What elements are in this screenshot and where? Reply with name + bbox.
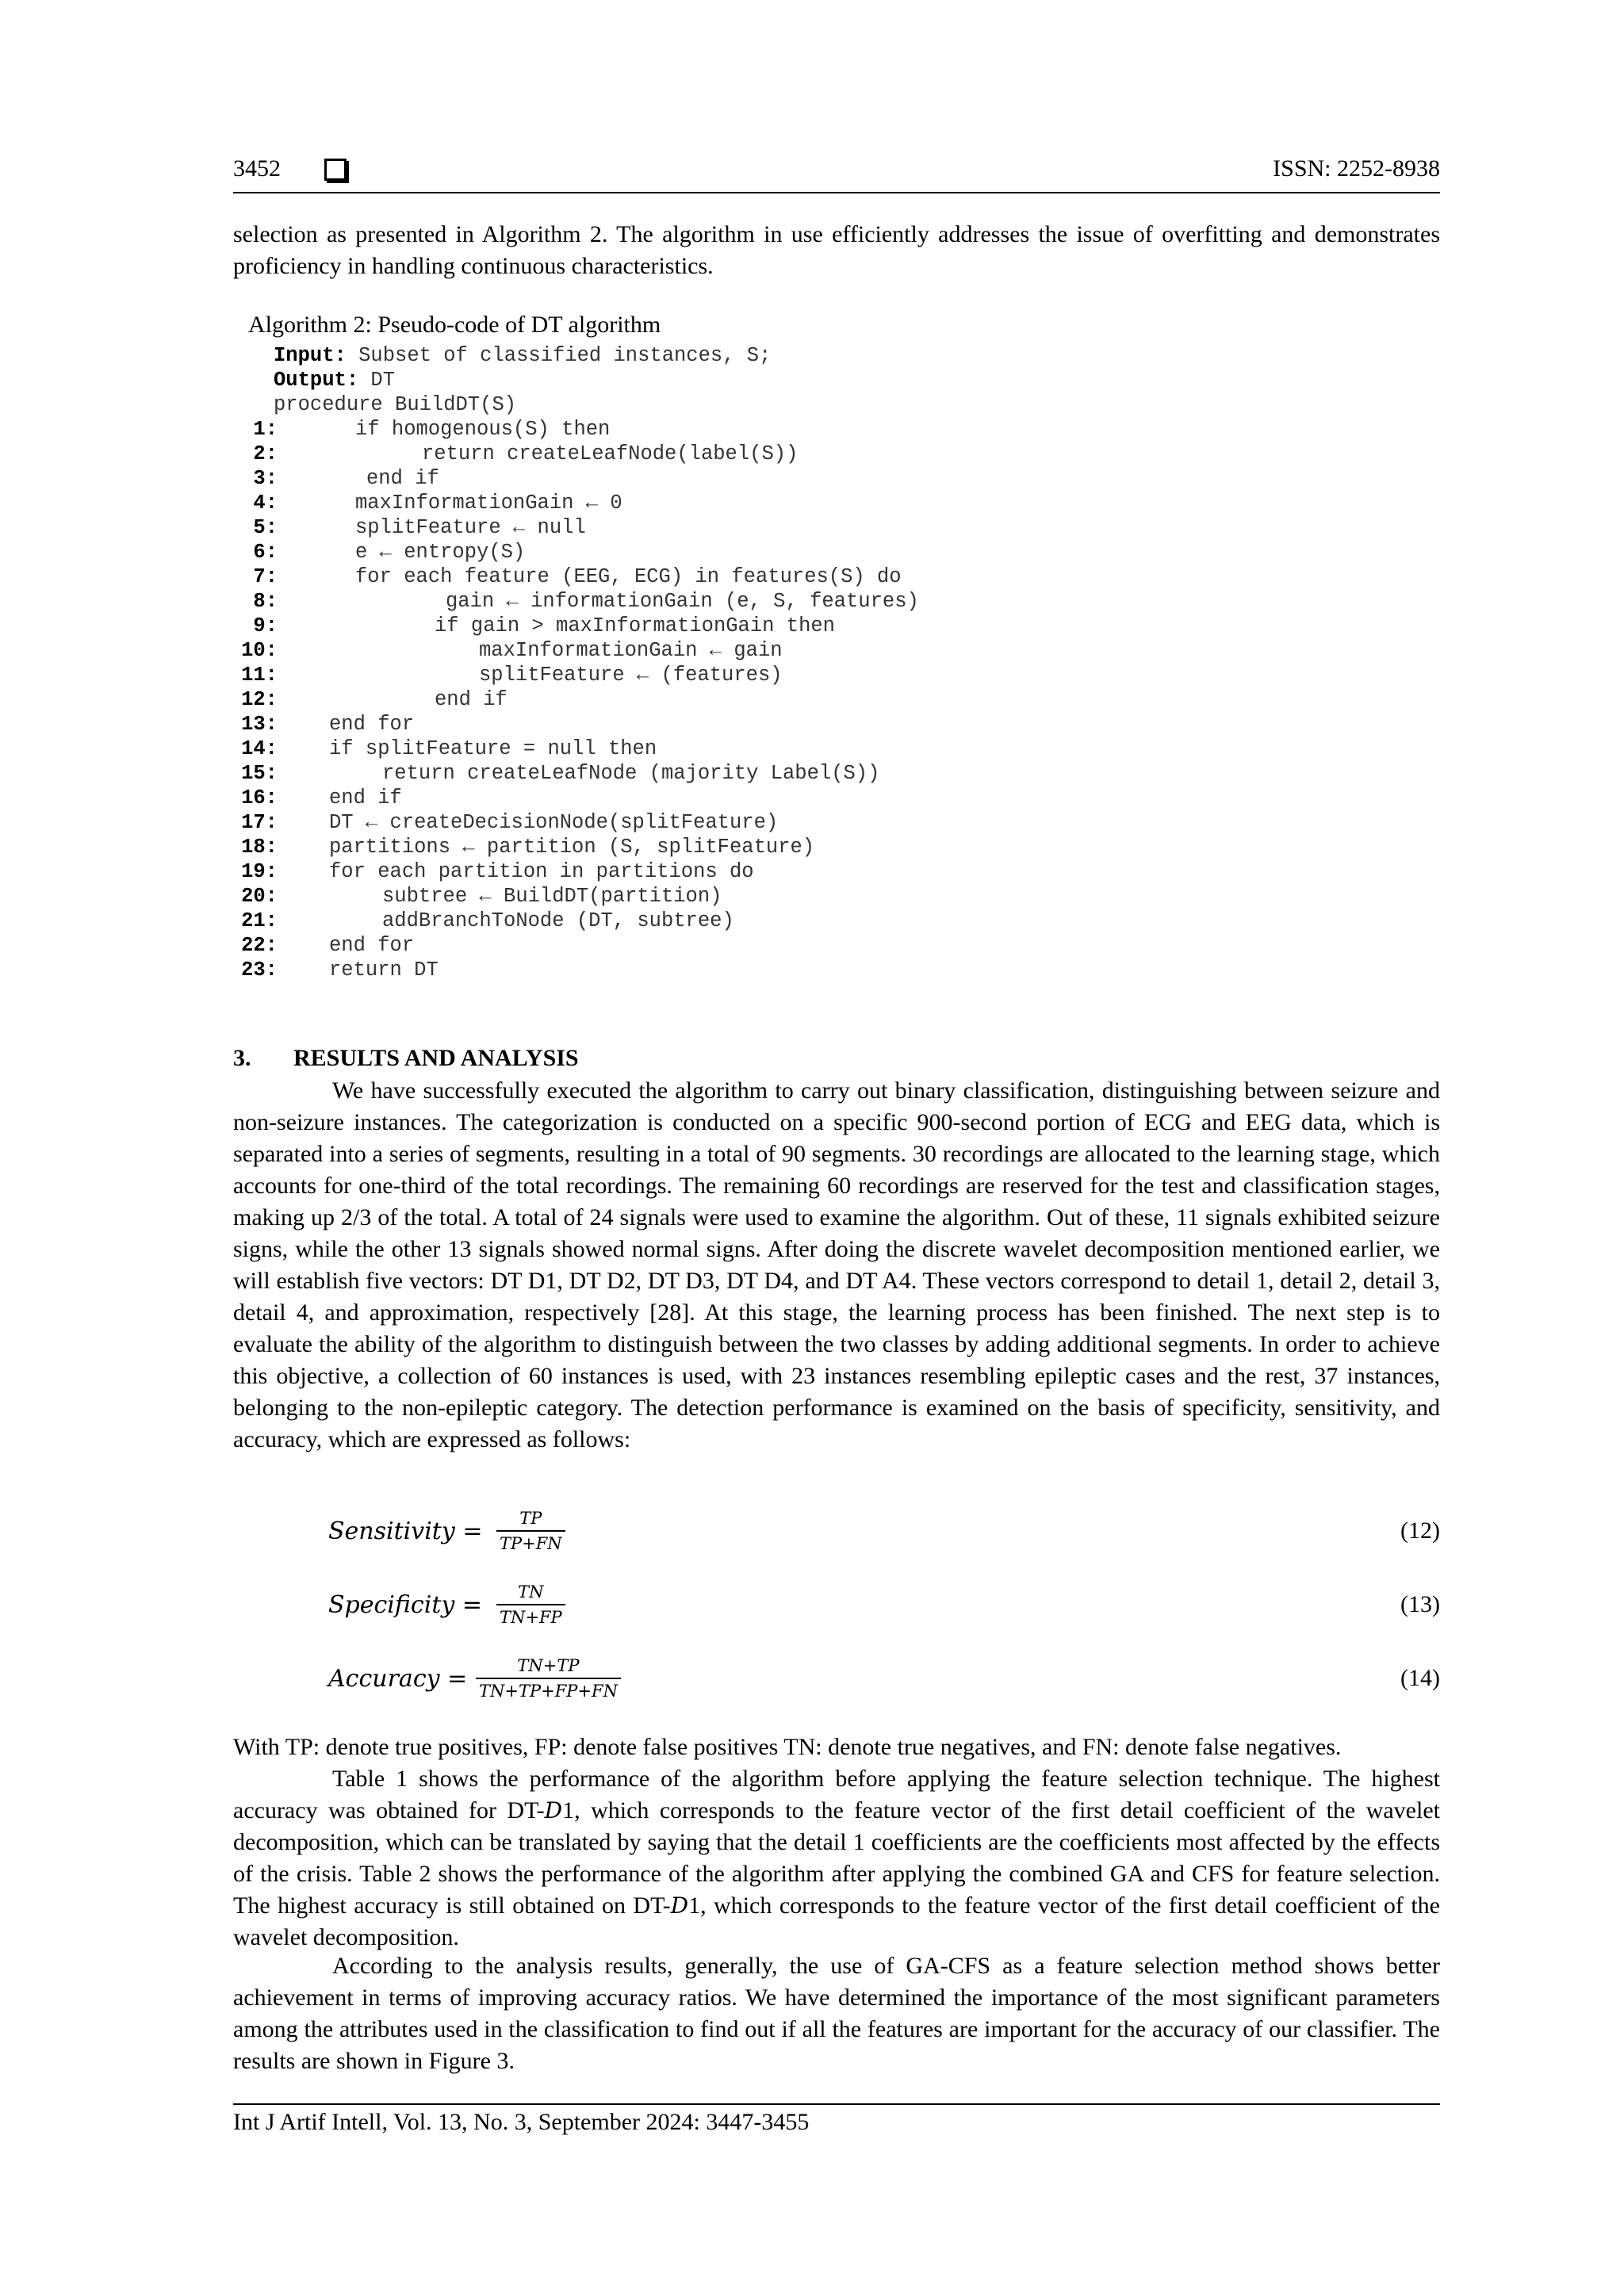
paragraph-text: Table 1 shows the performance of the algorithm before applying the feature selection technique. The highest accuracy was obtained for DT-: [233, 1766, 1440, 1823]
algorithm-line: DT ← createDecisionNode(splitFeature): [329, 811, 779, 834]
fraction-denominator: TN+FP: [496, 1604, 565, 1629]
algorithm-line-number: 5:: [253, 516, 278, 539]
equation-lhs: Sensitivity =: [328, 1517, 483, 1545]
algorithm-line: gain ← informationGain (e, S, features): [446, 590, 919, 613]
algorithm-line: end if: [329, 786, 402, 809]
algorithm-line-number: 18:: [241, 836, 278, 859]
algorithm-line: if gain > maxInformationGain then: [435, 614, 835, 637]
fraction-numerator: TN: [518, 1582, 544, 1601]
input-label: Input:: [274, 344, 347, 367]
algorithm-line: subtree ← BuildDT(partition): [382, 885, 722, 908]
algorithm-line-number: 9:: [253, 614, 278, 637]
page-number: 3452: [233, 155, 281, 182]
algorithm-line: end for: [329, 934, 415, 957]
algorithm-line-number: 16:: [241, 786, 278, 809]
analysis-paragraph: According to the analysis results, generally, the use of GA-CFS as a feature selection method shows better achievement in terms of improving accuracy ratios. We have determined the importance of the most significant parameters among the attributes used in the classification to find out if all the features are important for the accuracy of our classifier. The results are shown in Figure 3.: [233, 1953, 1440, 2074]
algorithm-line: return DT: [329, 959, 439, 982]
section-title: RESULTS AND ANALYSIS: [293, 1045, 579, 1071]
intro-paragraph: selection as presented in Algorithm 2. The algorithm in use efficiently addresses the issue of overfitting and demonstrates proficiency in handling continuous characteristics.: [233, 221, 1440, 279]
equation-number: (14): [1400, 1665, 1440, 1691]
definitions-paragraph: With TP: denote true positives, FP: denote false positives TN: denote true negatives, and FN: denote false negatives.: [233, 1734, 1342, 1760]
algorithm-line-number: 22:: [241, 934, 278, 957]
output-text: DT: [358, 369, 396, 392]
algorithm-line-number: 2:: [253, 442, 278, 465]
algorithm-line: for each feature (EEG, ECG) in features(S) do: [355, 565, 902, 588]
algorithm-line: end for: [329, 713, 415, 736]
equation-lhs: Accuracy =: [328, 1665, 468, 1693]
algorithm-procedure: procedure BuildDT(S): [274, 393, 517, 416]
algorithm-line-number: 1:: [253, 418, 278, 441]
table-discussion-paragraph: [233, 1763, 1440, 1954]
algorithm-line: maxInformationGain ← 0: [355, 492, 622, 515]
fraction-numerator: TN+TP: [517, 1656, 580, 1675]
algorithm-line-number: 12:: [241, 688, 278, 711]
box-icon: [324, 159, 347, 181]
equation-fraction: [496, 1506, 565, 1556]
algorithm-line: for each partition in partitions do: [329, 860, 754, 883]
equation-specificity: [328, 1580, 645, 1636]
page-header: [233, 155, 1440, 187]
page-footer: Int J Artif Intell, Vol. 13, No. 3, September 2024: 3447-3455: [233, 2109, 810, 2135]
algorithm-line: end if: [366, 467, 439, 490]
algorithm-line: e ← entropy(S): [355, 541, 526, 564]
algorithm-line: splitFeature ← null: [355, 516, 586, 539]
equation-sensitivity: [328, 1506, 645, 1562]
algorithm-input: [274, 343, 771, 368]
equation-fraction: [476, 1654, 621, 1703]
paragraph-text: 1, which corresponds to the feature vector of the first detail coefficient of the wavelet decomposition.: [233, 1892, 1440, 1950]
input-text: Subset of classified instances, S;: [346, 344, 772, 367]
fraction-denominator: TP+FN: [496, 1530, 565, 1556]
results-paragraph: We have successfully executed the algorithm to carry out binary classification, distinguishing between seizure and non-seizure instances. The categorization is conducted on a specific 900-second portion of ECG and EEG data, which is separated into a series of segments, resulting in a total of 90 segments. 30 recordings are allocated to the learning stage, which accounts for one-third of the total recordings. The remaining 60 recordings are reserved for the test and classification stages, making up 2/3 of the total. A total of 24 signals were used to examine the algorithm. Out of these, 11 signals exhibited seizure signs, while the other 13 signals showed normal signs. After doing the discrete wavelet decomposition mentioned earlier, we will establish five vectors: DT D1, DT D2, DT D3, DT D4, and DT A4. These vectors correspond to detail 1, detail 2, detail 3, detail 4, and approximation, respectively [28]. At this stage, the learning process has been finished. The next step is to evaluate the ability of the algorithm to distinguish between the two classes by adding additional segments. In order to achieve this objective, a collection of 60 instances is used, with 23 instances resembling epileptic cases and the rest, 37 instances, belonging to the non-epileptic category. The detection performance is examined on the basis of specificity, sensitivity, and accuracy, which are expressed as follows:: [233, 1077, 1440, 1452]
equation-number: (12): [1400, 1517, 1440, 1544]
algorithm-line: maxInformationGain ← gain: [479, 639, 783, 662]
algorithm-line: if homogenous(S) then: [355, 418, 611, 441]
algorithm-line-number: 7:: [253, 565, 278, 588]
algorithm-line: addBranchToNode (DT, subtree): [382, 909, 734, 932]
algorithm-line-number: 4:: [253, 492, 278, 515]
fraction-denominator: TN+TP+FP+FN: [476, 1678, 621, 1703]
algorithm-line: return createLeafNode (majority Label(S)): [382, 762, 880, 785]
footer-rule: [233, 2103, 1440, 2105]
algorithm-line-number: 10:: [241, 639, 278, 662]
algorithm-title: Algorithm 2: Pseudo-code of DT algorithm: [248, 312, 661, 338]
algorithm-line-number: 19:: [241, 860, 278, 883]
algorithm-line-number: 17:: [241, 811, 278, 834]
algorithm-line-number: 13:: [241, 713, 278, 736]
equation-number: (13): [1400, 1591, 1440, 1617]
algorithm-line-number: 15:: [241, 762, 278, 785]
header-rule: [233, 192, 1440, 193]
algorithm-output: [274, 368, 395, 392]
algorithm-line: partitions ← partition (S, splitFeature): [329, 836, 815, 859]
algorithm-line: if splitFeature = null then: [329, 737, 657, 760]
issn-label: ISSN: 2252-8938: [1273, 155, 1440, 182]
algorithm-line: end if: [435, 688, 508, 711]
equation-lhs: Specificity =: [328, 1591, 482, 1619]
algorithm-line: splitFeature ← (features): [479, 664, 783, 687]
algorithm-line-number: 20:: [241, 885, 278, 908]
paragraph-text: 1, which corresponds to the feature vector of the first detail coefficient of the wavelet decomposition, which can be translated by saying that the detail 1 coefficients are the coefficients most affected by the effects of the crisis. Table 2 shows the performance of the algorithm after applying the combined GA and CFS for feature selection. The highest accuracy is still obtained on DT-: [233, 1797, 1440, 1919]
algorithm-line-number: 11:: [241, 664, 278, 687]
algorithm-line-number: 23:: [241, 959, 278, 982]
equation-accuracy: [328, 1654, 725, 1709]
output-label: Output:: [274, 369, 359, 392]
math-symbol: D: [670, 1892, 689, 1919]
fraction-numerator: TP: [519, 1509, 542, 1528]
algorithm-line: return createLeafNode(label(S)): [422, 442, 799, 465]
equation-fraction: [496, 1580, 565, 1629]
algorithm-line-number: 8:: [253, 590, 278, 613]
algorithm-line-number: 6:: [253, 541, 278, 564]
math-symbol: D: [544, 1797, 563, 1823]
section-number: 3.: [233, 1045, 251, 1071]
algorithm-line-number: 21:: [241, 909, 278, 932]
algorithm-line-number: 14:: [241, 737, 278, 760]
algorithm-line-number: 3:: [253, 467, 278, 490]
